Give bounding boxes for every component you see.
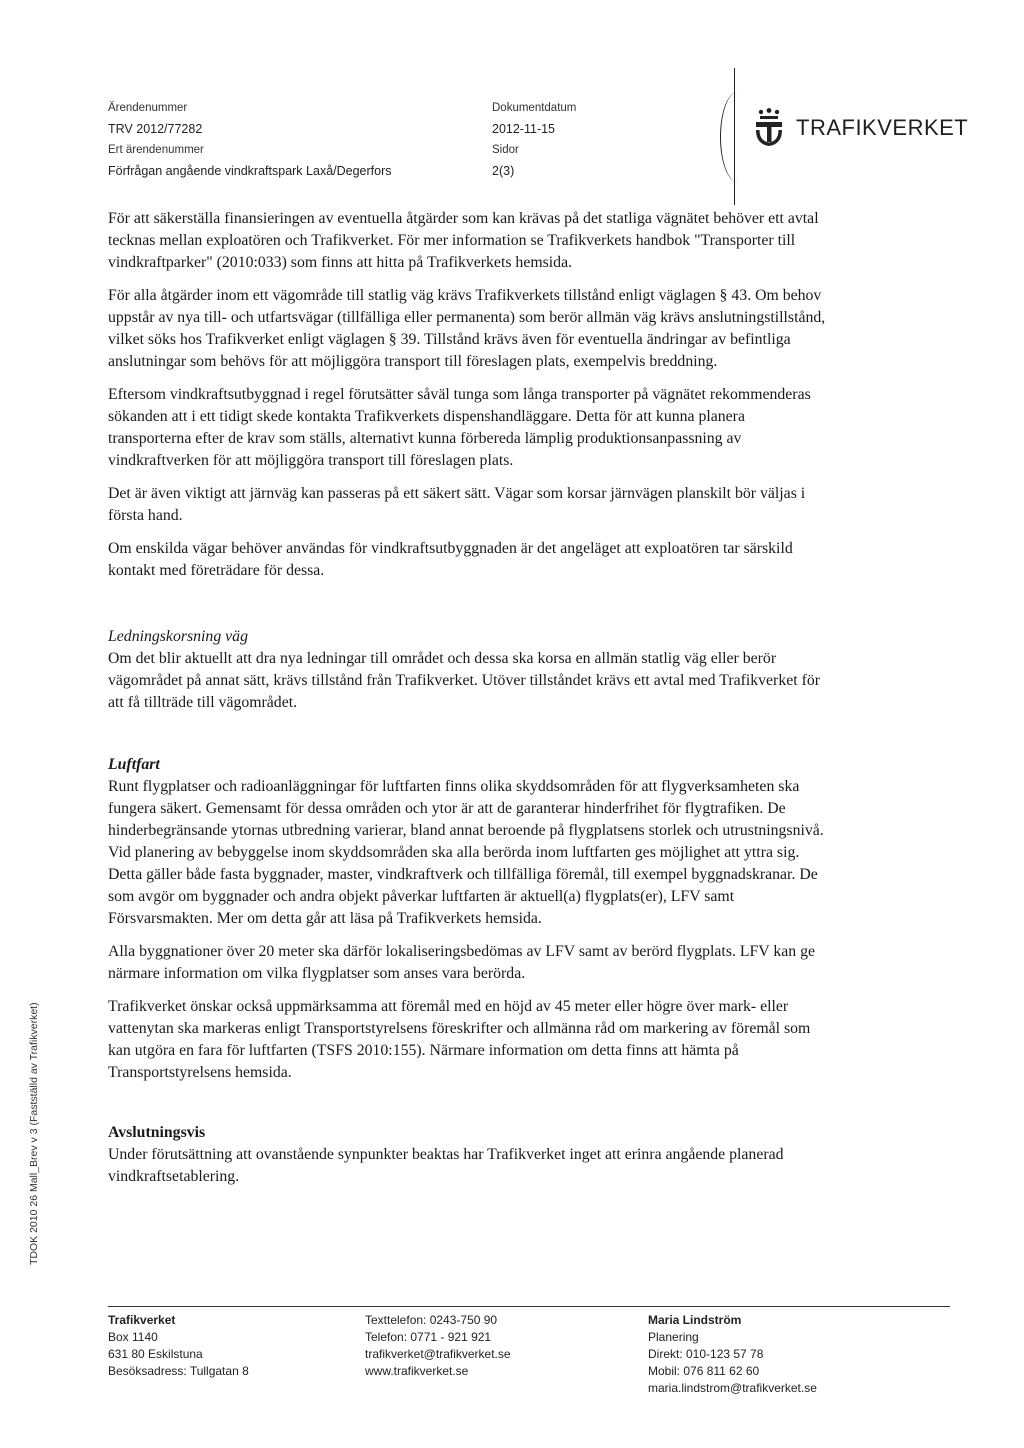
case-number: TRV 2012/77282	[108, 122, 203, 136]
section-ledningskorsning	[108, 626, 828, 714]
template-id: TDOK 2010 26 Mall_Brev v 3 (Fastställd av Trafikverket)	[28, 1002, 40, 1265]
section-heading: Avslutningsvis	[108, 1124, 206, 1141]
logo-text: TRAFIKVERKET	[796, 115, 969, 140]
handler-department: Planering	[648, 1330, 699, 1344]
header-right	[492, 98, 576, 182]
visiting-address: Besöksadress: Tullgatan 8	[108, 1364, 249, 1378]
case-number-label: Ärendenummer	[108, 102, 188, 114]
paragraph: Om det blir aktuellt att dra nya ledningar till området och dessa ska korsa en allmän statlig väg eller berör vägområdet på annat sätt, krävs tillstånd från Trafikverket. Utöver tillståndet krävs ett avtal med Trafikverket för att få tillträde till vägområdet.	[108, 650, 820, 711]
footer-address	[108, 1312, 249, 1380]
email-link[interactable]: trafikverket@trafikverket.se	[365, 1347, 511, 1361]
footer-handler	[648, 1312, 817, 1397]
phone: Telefon: 0771 - 921 921	[365, 1330, 492, 1344]
postal-box: Box 1140	[108, 1330, 158, 1344]
header-left	[108, 98, 392, 182]
your-case-number-label: Ert ärendenummer	[108, 144, 204, 156]
section-avslutningsvis	[108, 1122, 828, 1188]
paragraph: Eftersom vindkraftsutbyggnad i regel förutsätter såväl tunga som långa transporter på vägnätet rekommenderas sökanden att i ett tidigt skede kontakta Trafikverkets dispenshandläggare. Detta för att kunna planera transporterna efter de krav som ställs, alternativt kunna förbereda lämplig produktionsanpassning av vindkraftverken för att möjliggöra transport till föreslagen plats.	[108, 386, 811, 469]
website-link[interactable]: www.trafikverket.se	[365, 1364, 469, 1378]
paragraph: Runt flygplatser och radioanläggningar för luftfarten finns olika skyddsområden för att flygverksamheten ska fungera säkert. Gemensamt för dessa områden och ytor är att de garanterar hinderfrihet för flygtrafiken. De hinderbegränsande ytornas utbredning varierar, bland annat beroende på flygplatsens storlek och utrustningsnivå. Vid planering av bebyggelse inom skyddsområden ska alla berörda inom luftfarten ges möjlighet att yttra sig. Detta gäller både fasta byggnader, master, vindkraftverk och tillfälliga föremål, till exempel byggnadskranar. De som avgör om byggnader och andra objekt påverkar luftfarten är aktuell(a) flygplats(er), LFV samt Försvarsmakten. Mer om detta går att läsa på Trafikverkets hemsida.	[108, 778, 824, 927]
subject: Förfrågan angående vindkraftspark Laxå/Degerfors	[108, 164, 392, 178]
paragraph: Under förutsättning att ovanstående synpunkter beaktas har Trafikverket inget att erinra angående planerad vindkraftsetablering.	[108, 1146, 784, 1185]
letter-body	[108, 208, 828, 1199]
handler-name: Maria Lindström	[648, 1313, 742, 1327]
document-date-label: Dokumentdatum	[492, 102, 577, 114]
paragraph: Det är även viktigt att järnväg kan passeras på ett säkert sätt. Vägar som korsar järnvägen planskilt bör väljas i första hand.	[108, 485, 806, 524]
section-luftfart	[108, 754, 828, 1084]
handler-mobile: Mobil: 076 811 62 60	[648, 1364, 760, 1378]
document-date: 2012-11-15	[492, 122, 556, 136]
postal-city: 631 80 Eskilstuna	[108, 1347, 203, 1361]
pages-label: Sidor	[492, 144, 519, 156]
footer-rule	[108, 1306, 950, 1307]
org-name: Trafikverket	[108, 1313, 176, 1327]
handler-email-link[interactable]: maria.lindstrom@trafikverket.se	[648, 1381, 817, 1395]
trafikverket-logo-icon	[752, 108, 786, 148]
paragraph: För att säkerställa finansieringen av eventuella åtgärder som kan krävas på det statliga vägnätet behöver ett avtal tecknas mellan exploatören och Trafikverket. För mer information se Trafikverkets handbok "Transporter till vindkraftparker" (2010:033) som finns att hitta på Trafikverkets hemsida.	[108, 210, 819, 271]
logo-bracket	[720, 92, 755, 182]
paragraph: Om enskilda vägar behöver användas för vindkraftsutbyggnaden är det angeläget att exploatören tar särskild kontakt med företrädare för dessa.	[108, 540, 793, 579]
trafikverket-logo	[752, 108, 968, 148]
pages: 2(3)	[492, 164, 515, 178]
text-phone: Texttelefon: 0243-750 90	[365, 1313, 498, 1327]
paragraph: Alla byggnationer över 20 meter ska därför lokaliseringsbedömas av LFV samt av berörd flygplats. LFV kan ge närmare information om vilka flygplatser som anses vara berörda.	[108, 943, 816, 982]
section-heading: Luftfart	[108, 756, 160, 773]
footer-contact	[365, 1312, 511, 1380]
section-heading: Ledningskorsning väg	[108, 628, 248, 645]
paragraph: Trafikverket önskar också uppmärksamma att föremål med en höjd av 45 meter eller högre över mark- eller vattenytan ska markeras enligt Transportstyrelsens föreskrifter och allmänna råd om markering av föremål som kan utgöra en fara för luftfarten (TSFS 2010:155). Närmare information om detta finns att hämta på Transportstyrelsens hemsida.	[108, 998, 811, 1081]
paragraph: För alla åtgärder inom ett vägområde till statlig väg krävs Trafikverkets tillstånd enligt väglagen § 43. Om behov uppstår av nya till- och utfartsvägar (tillfälliga eller permanenta) som berör allmän väg krävs anslutningstillstånd, vilket söks hos Trafikverket enligt väglagen § 39. Tillstånd krävs även för eventuella ändringar av befintliga anslutningar som behövs för att möjliggöra transport till föreslagen plats, exempelvis breddning.	[108, 287, 826, 370]
handler-direct-phone: Direkt: 010-123 57 78	[648, 1347, 764, 1361]
